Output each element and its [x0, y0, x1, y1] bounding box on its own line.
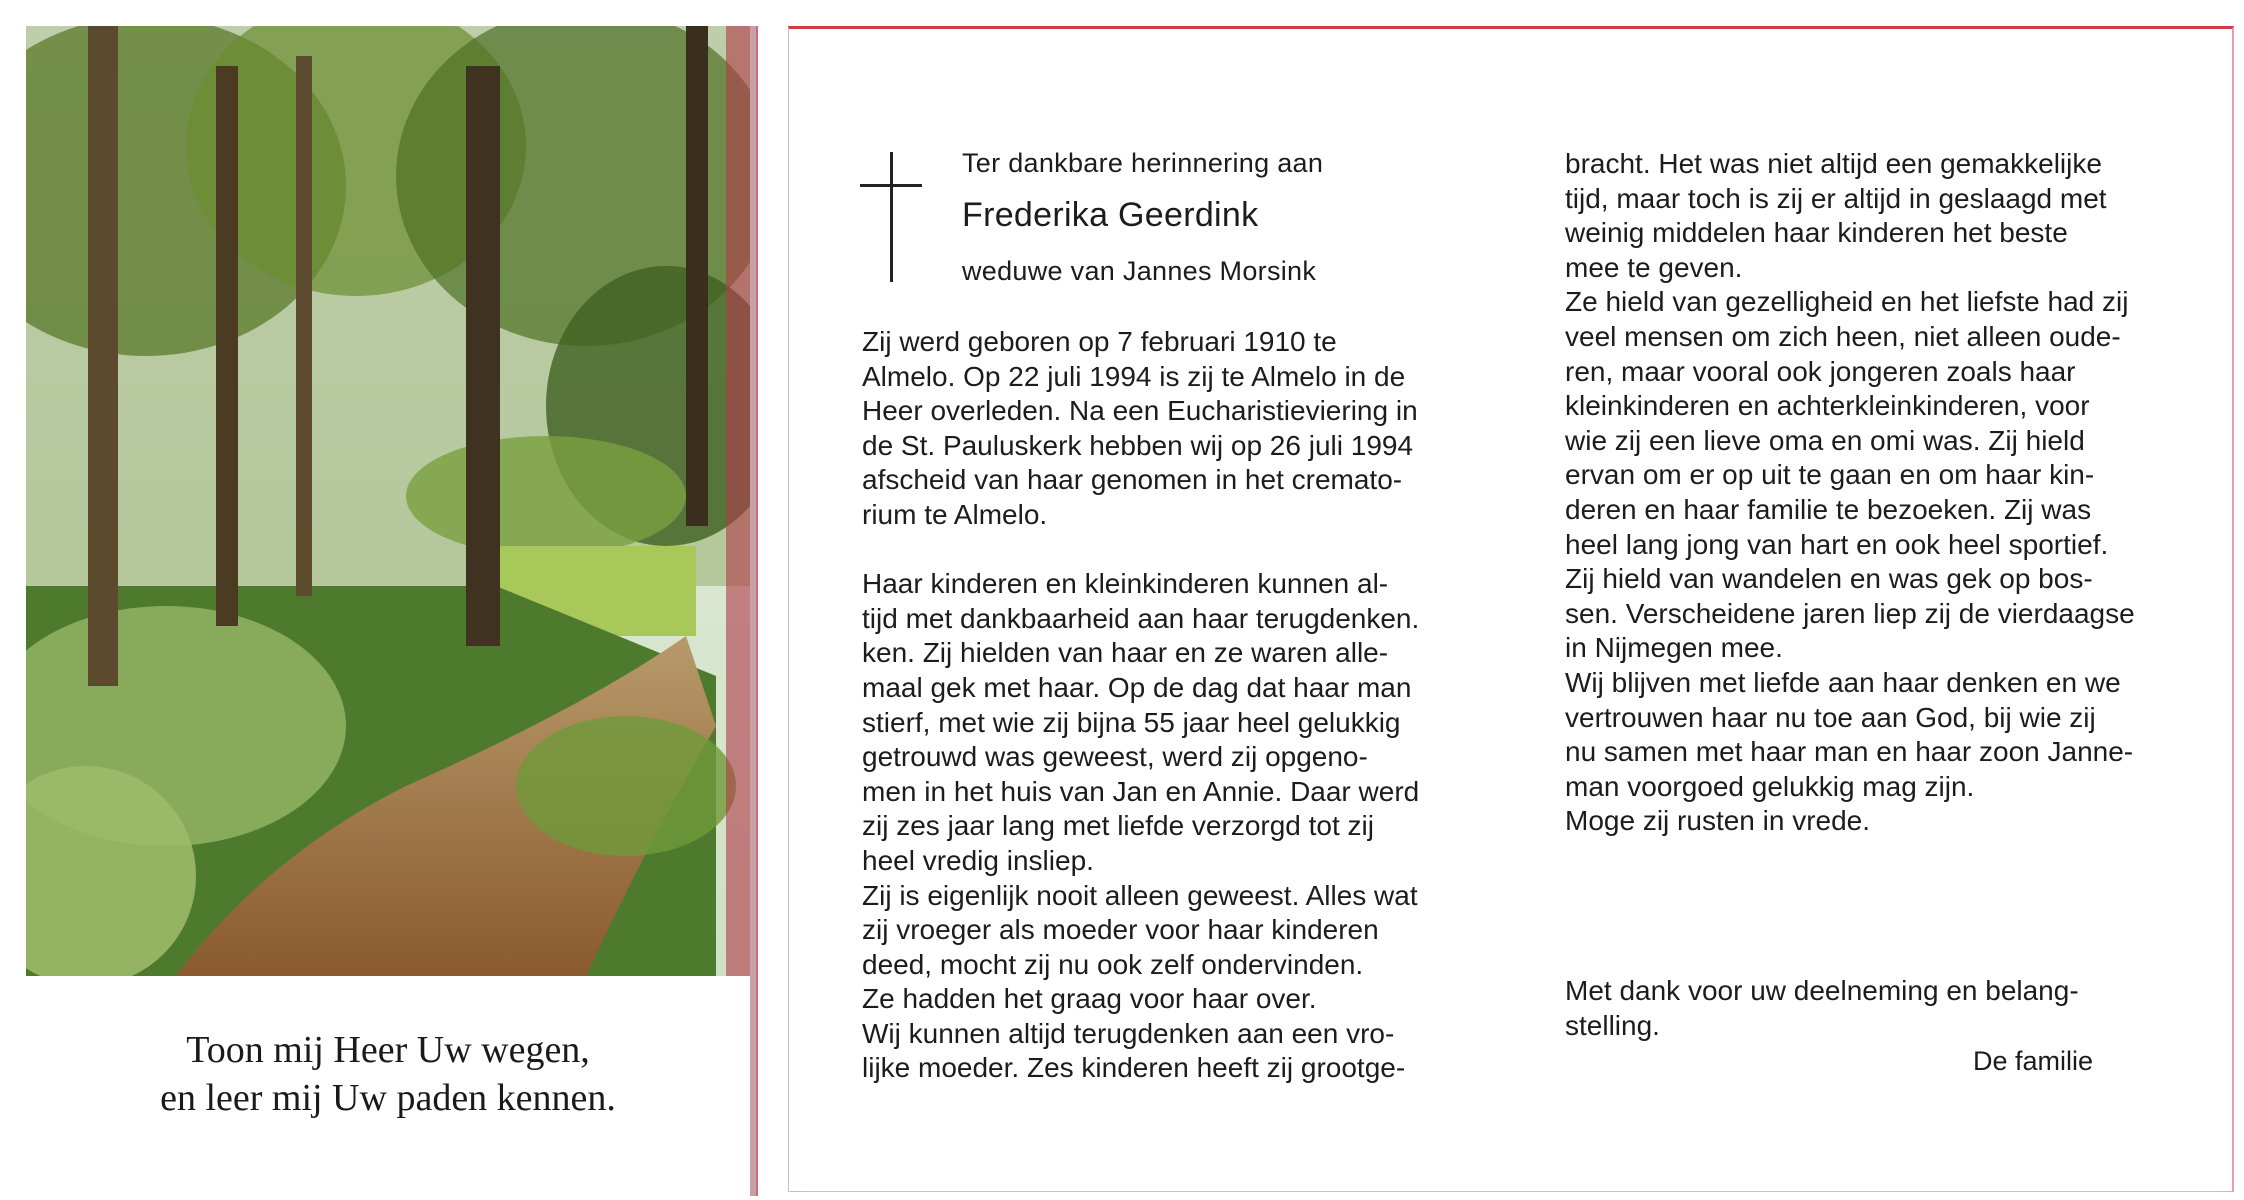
text-line: wie zij een lieve oma en omi was. Zij hield — [1565, 424, 2085, 456]
text-line: ren, maar vooral ook jongeren zoals haar — [1565, 355, 2076, 387]
text-line: tijd, maar toch is zij er altijd in geslaagd met — [1565, 182, 2107, 214]
text-line: Zij werd geboren op 7 februari 1910 te — [862, 326, 1337, 357]
text-line: kleinkinderen en achterkleinkinderen, voor — [1565, 390, 2090, 422]
verse-line-1: Toon mij Heer Uw wegen, — [186, 1029, 590, 1071]
text-line: in Nijmegen mee. — [1565, 632, 1783, 664]
text-line: Zij hield van wandelen en was gek op bos- — [1565, 563, 2093, 595]
verse-line-2: en leer mij Uw paden kennen. — [160, 1077, 616, 1119]
cross-icon — [890, 152, 893, 282]
paragraph-gap — [862, 533, 1442, 568]
signature: De familie — [1973, 1046, 2094, 1076]
text-line: heel vredig insliep. — [862, 844, 1094, 876]
text-line: men in het huis van Jan en Annie. Daar werd — [862, 775, 1420, 807]
text-line: Almelo. Op 22 juli 1994 is zij te Almelo in de — [862, 360, 1406, 392]
text-column-1 — [862, 325, 1442, 1086]
text-line: Met dank voor uw deelneming en belang- — [1565, 975, 2079, 1006]
prayer-card-front — [26, 26, 756, 1196]
text-line: vertrouwen haar nu toe aan God, bij wie zij — [1565, 701, 2096, 733]
text-line: deed, mocht zij nu ook zelf ondervinden. — [862, 948, 1364, 980]
cross-icon-bar — [860, 184, 922, 187]
intro-text: Ter dankbare herinnering aan — [962, 148, 1324, 178]
bible-verse — [26, 1026, 750, 1122]
text-line: zij zes jaar lang met liefde verzorgd tot zij — [862, 810, 1374, 842]
text-line: de St. Pauluskerk hebben wij op 26 juli 1994 — [862, 429, 1414, 461]
text-line: Heer overleden. Na een Eucharistieviering in — [862, 395, 1418, 427]
deceased-name: Frederika Geerdink — [962, 196, 1259, 234]
text-line: Wij blijven met liefde aan haar denken en we — [1565, 666, 2121, 698]
text-line: Ze hield van gezelligheid en het liefste had zij — [1565, 286, 2129, 318]
text-line: man voorgoed gelukkig mag zijn. — [1565, 770, 1975, 802]
text-line: Haar kinderen en kleinkinderen kunnen al- — [862, 568, 1389, 600]
text-line: Zij is eigenlijk nooit alleen geweest. Alles wat — [862, 879, 1418, 911]
text-line: lijke moeder. Zes kinderen heeft zij grootge- — [862, 1052, 1406, 1084]
text-line: maal gek met haar. Op de dag dat haar man — [862, 671, 1412, 703]
text-line: weinig middelen haar kinderen het beste — [1565, 217, 2068, 249]
text-line: Wij kunnen altijd terugdenken aan een vro- — [862, 1017, 1395, 1049]
widow-text: weduwe van Jannes Morsink — [962, 256, 1317, 286]
text-line: veel mensen om zich heen, niet alleen oude- — [1565, 320, 2121, 352]
text-line: Ze hadden het graag voor haar over. — [862, 983, 1317, 1015]
text-line: stierf, met wie zij bijna 55 jaar heel gelukkig — [862, 706, 1401, 738]
text-line: getrouwd was geweest, werd zij opgeno- — [862, 741, 1368, 773]
text-line: rium te Almelo. — [862, 498, 1048, 530]
text-line: deren en haar familie te bezoeken. Zij was — [1565, 493, 2092, 525]
text-line: nu samen met haar man en haar zoon Janne- — [1565, 736, 2134, 768]
thanks-note — [1565, 974, 2079, 1043]
text-line: tijd met dankbaarheid aan haar terugdenken. — [862, 602, 1420, 634]
text-line: zij vroeger als moeder voor haar kinderen — [862, 914, 1379, 946]
text-line: ken. Zij hielden van haar en ze waren alle- — [862, 637, 1389, 669]
text-line: heel lang jong van hart en ook heel sportief. — [1565, 528, 2109, 560]
forest-path-photo — [26, 26, 750, 976]
text-line: ervan om er op uit te gaan en om haar kin- — [1565, 459, 2095, 491]
text-column-2 — [1565, 147, 2165, 839]
text-line: afscheid van haar genomen in het cremato- — [862, 464, 1403, 496]
text-line: stelling. — [1565, 1009, 1660, 1041]
text-line: bracht. Het was niet altijd een gemakkelijke — [1565, 148, 2102, 179]
text-line: sen. Verscheidene jaren liep zij de vierdaagse — [1565, 597, 2135, 629]
text-line: mee te geven. — [1565, 251, 1743, 283]
text-line: Moge zij rusten in vrede. — [1565, 805, 1871, 837]
